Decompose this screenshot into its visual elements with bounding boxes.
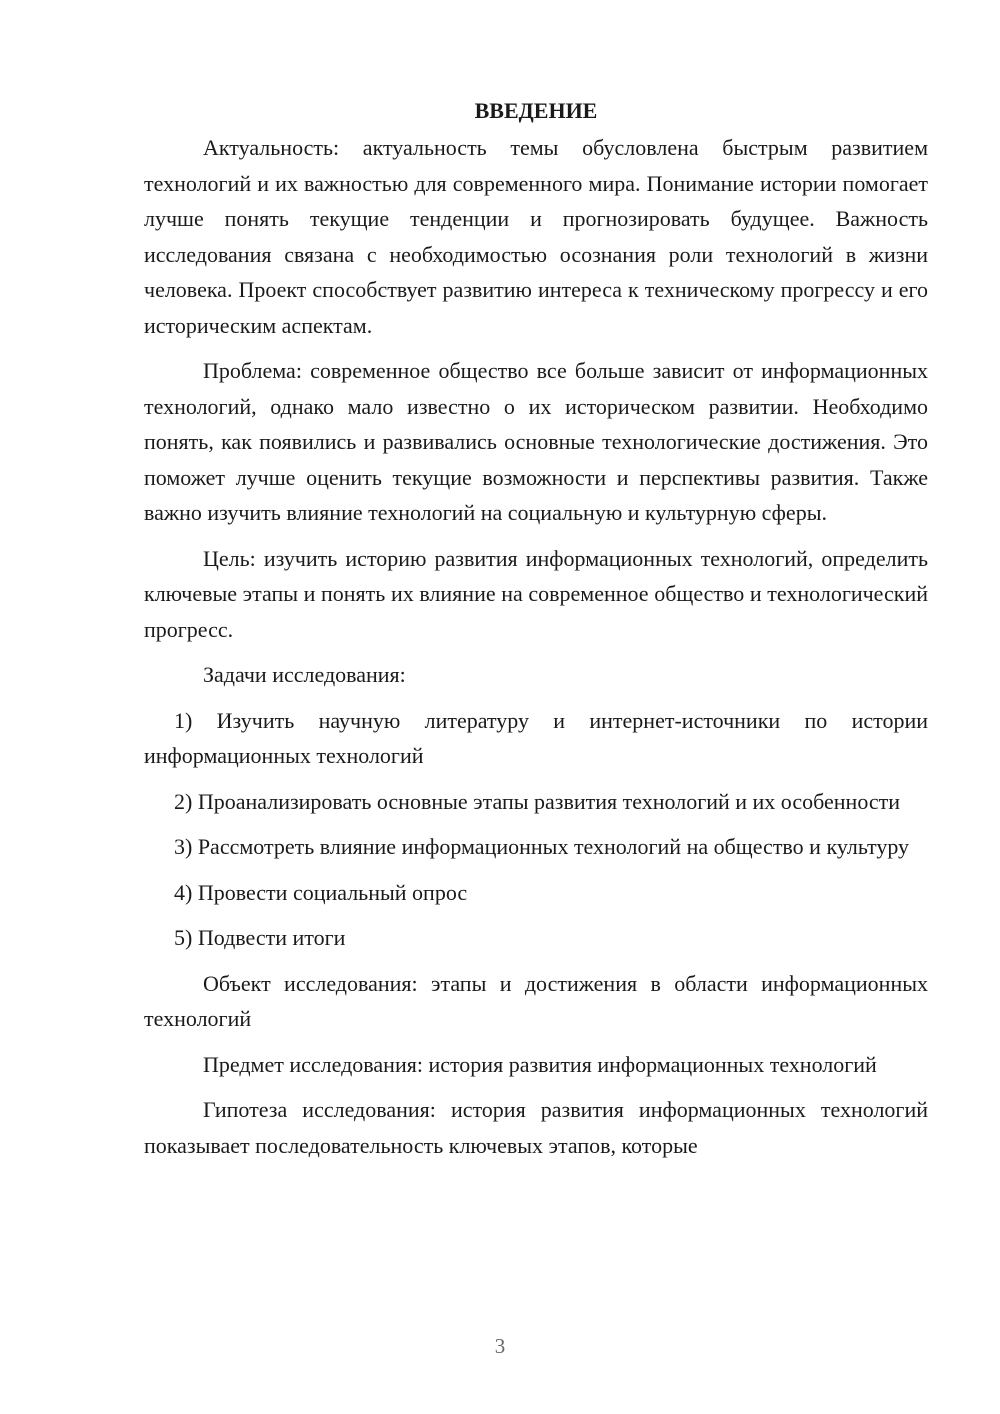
hypothesis-paragraph: Гипотеза исследования: история развития информационных технологий показывает последовательность ключевых этапов, которые xyxy=(144,1097,928,1158)
tasks-heading: Задачи исследования: xyxy=(203,662,406,687)
subject-paragraph: Предмет исследования: история развития информационных технологий xyxy=(203,1051,877,1077)
goal-paragraph: Цель: изучить историю развития информационных технологий, определить ключевые этапы и понять их влияние на современное общество и технологический прогресс. xyxy=(144,545,928,642)
task-item-4: 4) Провести социальный опрос xyxy=(174,879,468,905)
page-content xyxy=(144,96,928,1173)
page-number: 3 xyxy=(494,1334,506,1358)
task-item-3: 3) Рассмотреть влияние информационных технологий на общество и культуру xyxy=(174,834,910,859)
relevance-paragraph: Актуальность: актуальность темы обусловлена быстрым развитием технологий и их важностью для современного мира. Понимание истории помогает лучше понять текущие тенденции и прогнозировать будущее. Важность исследования связана с необходимостью осознания роли технологий в жизни человека. Проект способствует развитию интереса к техническому прогрессу и его историческим аспектам. xyxy=(144,135,928,338)
section-title: ВВЕДЕНИЕ xyxy=(474,98,598,123)
object-paragraph: Объект исследования: этапы и достижения в области информационных технологий xyxy=(144,970,928,1031)
problem-paragraph: Проблема: современное общество все больше зависит от информационных технологий, однако мало известно о их историческом развитии. Необходимо понять, как появились и развивались основные технологические достижения. Это поможет лучше оценить текущие возможности и перспективы развития. Также важно изучить влияние технологий на социальную и культурную сферы. xyxy=(144,358,928,525)
task-item-5: 5) Подвести итоги xyxy=(174,925,346,950)
task-item-1: 1) Изучить научную литературу и интернет-источники по истории информационных технологий xyxy=(144,707,928,768)
task-item-2: 2) Проанализировать основные этапы развития технологий и их особенности xyxy=(174,788,901,814)
